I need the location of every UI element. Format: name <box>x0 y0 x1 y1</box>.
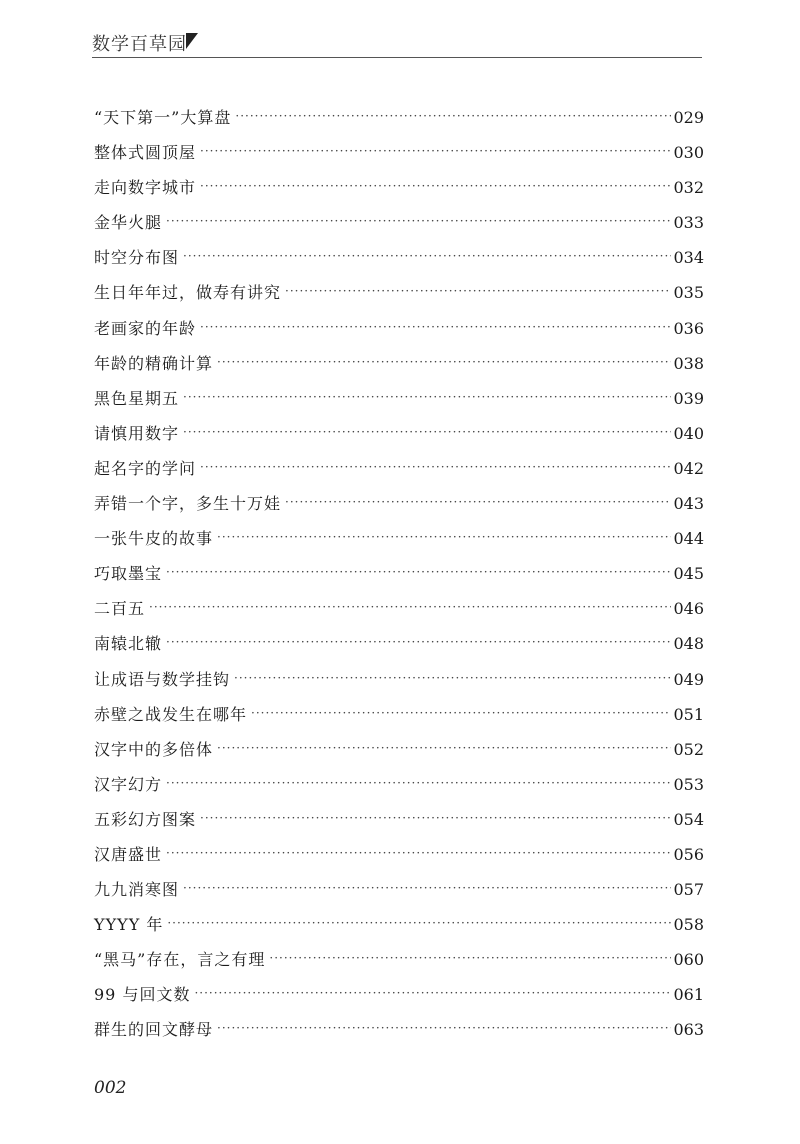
dot-leader <box>217 520 671 555</box>
toc-entry[interactable] <box>94 837 704 872</box>
toc-entry[interactable] <box>94 626 704 661</box>
dot-leader <box>166 836 671 871</box>
toc-entry-page-number: 058 <box>673 915 704 935</box>
toc-entry-page-number: 029 <box>673 108 704 127</box>
toc-entry-page-number: 056 <box>673 844 704 864</box>
toc-entry-title: 时空分布图 <box>94 248 180 268</box>
dot-leader <box>166 766 671 801</box>
toc-entry[interactable] <box>94 591 704 626</box>
toc-entry-page-number: 061 <box>673 985 704 1005</box>
toc-entry-title: 整体式圆顶屋 <box>94 143 197 163</box>
toc-entry-title: 年龄的精确计算 <box>94 353 214 373</box>
dot-leader <box>217 345 671 380</box>
toc-entry-title: 赤壁之战发生在哪年 <box>94 704 248 724</box>
dot-leader <box>183 380 671 415</box>
toc-entry-page-number: 057 <box>673 880 704 900</box>
toc-entry-title: 群生的回文酵母 <box>94 1020 214 1040</box>
book-title: 数学百草园 <box>92 34 187 55</box>
toc-entry[interactable] <box>94 346 704 381</box>
toc-entry-page-number: 052 <box>673 739 704 759</box>
toc-entry[interactable] <box>94 907 704 942</box>
toc-entry-page-number: 034 <box>673 248 704 268</box>
toc-entry[interactable] <box>94 732 704 767</box>
dot-leader <box>183 415 671 450</box>
toc-entry-title: “黑马”存在，言之有理 <box>94 950 266 970</box>
toc-entry-page-number: 049 <box>673 669 704 689</box>
toc-entry-page-number: 032 <box>673 178 704 198</box>
toc-entry-title: 南辕北辙 <box>94 634 163 654</box>
dot-leader <box>166 204 671 239</box>
dot-leader <box>167 906 671 941</box>
toc-entry-title: 让成语与数学挂钩 <box>94 669 231 689</box>
toc-entry-page-number: 054 <box>673 809 704 829</box>
toc-entry-title: 汉字中的多倍体 <box>94 739 214 759</box>
dot-leader <box>200 310 671 345</box>
toc-entry-page-number: 046 <box>673 599 704 619</box>
toc-entry-title: 99 与回文数 <box>94 985 191 1005</box>
toc-entry[interactable] <box>94 697 704 732</box>
dot-leader <box>285 485 671 520</box>
toc-entry-title: “天下第一”大算盘 <box>94 108 232 127</box>
toc-entry-title: 黑色星期五 <box>94 388 180 408</box>
toc-entry[interactable] <box>94 521 704 556</box>
toc-entry-page-number: 063 <box>673 1020 704 1040</box>
toc-entry-page-number: 051 <box>673 704 704 724</box>
dot-leader <box>285 274 671 309</box>
toc-entry[interactable] <box>94 451 704 486</box>
toc-entry[interactable] <box>94 275 704 310</box>
toc-entry-page-number: 030 <box>673 143 704 163</box>
dot-leader <box>200 134 671 169</box>
toc-entry-page-number: 039 <box>673 388 704 408</box>
toc-entry[interactable] <box>94 767 704 802</box>
toc-entry[interactable] <box>94 240 704 275</box>
toc-entry[interactable] <box>94 205 704 240</box>
toc-entry-title: 请慎用数字 <box>94 423 180 443</box>
toc-entry-page-number: 044 <box>673 529 704 549</box>
dot-leader <box>200 169 671 204</box>
dot-leader <box>217 1011 671 1046</box>
dot-leader <box>251 696 671 731</box>
header-rule <box>92 57 702 58</box>
toc-entry-title: 生日年年过，做寿有讲究 <box>94 283 282 303</box>
toc-entry-title: 巧取墨宝 <box>94 564 163 584</box>
toc-entry-page-number: 033 <box>673 213 704 233</box>
dot-leader <box>194 976 671 1011</box>
toc-entry-page-number: 036 <box>673 318 704 338</box>
toc-entry-title: 走向数字城市 <box>94 178 197 198</box>
toc-entry-title: 二百五 <box>94 599 146 619</box>
dot-leader <box>166 555 671 590</box>
toc-entry-page-number: 060 <box>673 950 704 970</box>
toc-entry-page-number: 042 <box>673 458 704 478</box>
toc-entry-page-number: 043 <box>673 494 704 514</box>
toc-entry-title: 九九消寒图 <box>94 880 180 900</box>
dot-leader <box>217 731 671 766</box>
toc-entry-page-number: 053 <box>673 774 704 794</box>
toc-entry[interactable] <box>94 486 704 521</box>
toc-entry[interactable] <box>94 100 704 135</box>
dot-leader <box>183 239 671 274</box>
toc-entry-title: 汉唐盛世 <box>94 844 163 864</box>
toc-entry-page-number: 048 <box>673 634 704 654</box>
page-number: 002 <box>94 1078 127 1098</box>
dot-leader <box>166 625 671 660</box>
table-of-contents <box>94 100 704 1048</box>
toc-entry[interactable] <box>94 170 704 205</box>
toc-entry[interactable] <box>94 556 704 591</box>
dot-leader <box>234 661 671 696</box>
toc-entry[interactable] <box>94 662 704 697</box>
toc-entry[interactable] <box>94 942 704 977</box>
toc-entry-title: YYYY 年 <box>94 915 164 935</box>
dot-leader <box>235 99 671 134</box>
toc-entry-title: 起名字的学问 <box>94 458 197 478</box>
toc-entry-title: 金华火腿 <box>94 213 163 233</box>
toc-entry[interactable] <box>94 381 704 416</box>
toc-entry-page-number: 040 <box>673 423 704 443</box>
toc-entry-title: 老画家的年龄 <box>94 318 197 338</box>
toc-entry[interactable] <box>94 872 704 907</box>
toc-entry[interactable] <box>94 311 704 346</box>
toc-entry[interactable] <box>94 416 704 451</box>
toc-entry-page-number: 038 <box>673 353 704 373</box>
toc-entry[interactable] <box>94 135 704 170</box>
dot-leader <box>269 941 671 976</box>
toc-entry-title: 五彩幻方图案 <box>94 809 197 829</box>
dot-leader <box>149 590 671 625</box>
toc-entry-title: 汉字幻方 <box>94 774 163 794</box>
toc-entry-page-number: 045 <box>673 564 704 584</box>
toc-entry-title: 弄错一个字，多生十万娃 <box>94 494 282 514</box>
toc-entry-title: 一张牛皮的故事 <box>94 529 214 549</box>
toc-entry[interactable] <box>94 802 704 837</box>
dot-leader <box>200 801 671 836</box>
dot-leader <box>200 450 671 485</box>
running-header <box>92 28 702 60</box>
toc-entry-page-number: 035 <box>673 283 704 303</box>
toc-entry[interactable] <box>94 977 704 1012</box>
corner-mark-icon <box>186 33 198 49</box>
toc-entry[interactable] <box>94 1012 704 1047</box>
dot-leader <box>183 871 671 906</box>
